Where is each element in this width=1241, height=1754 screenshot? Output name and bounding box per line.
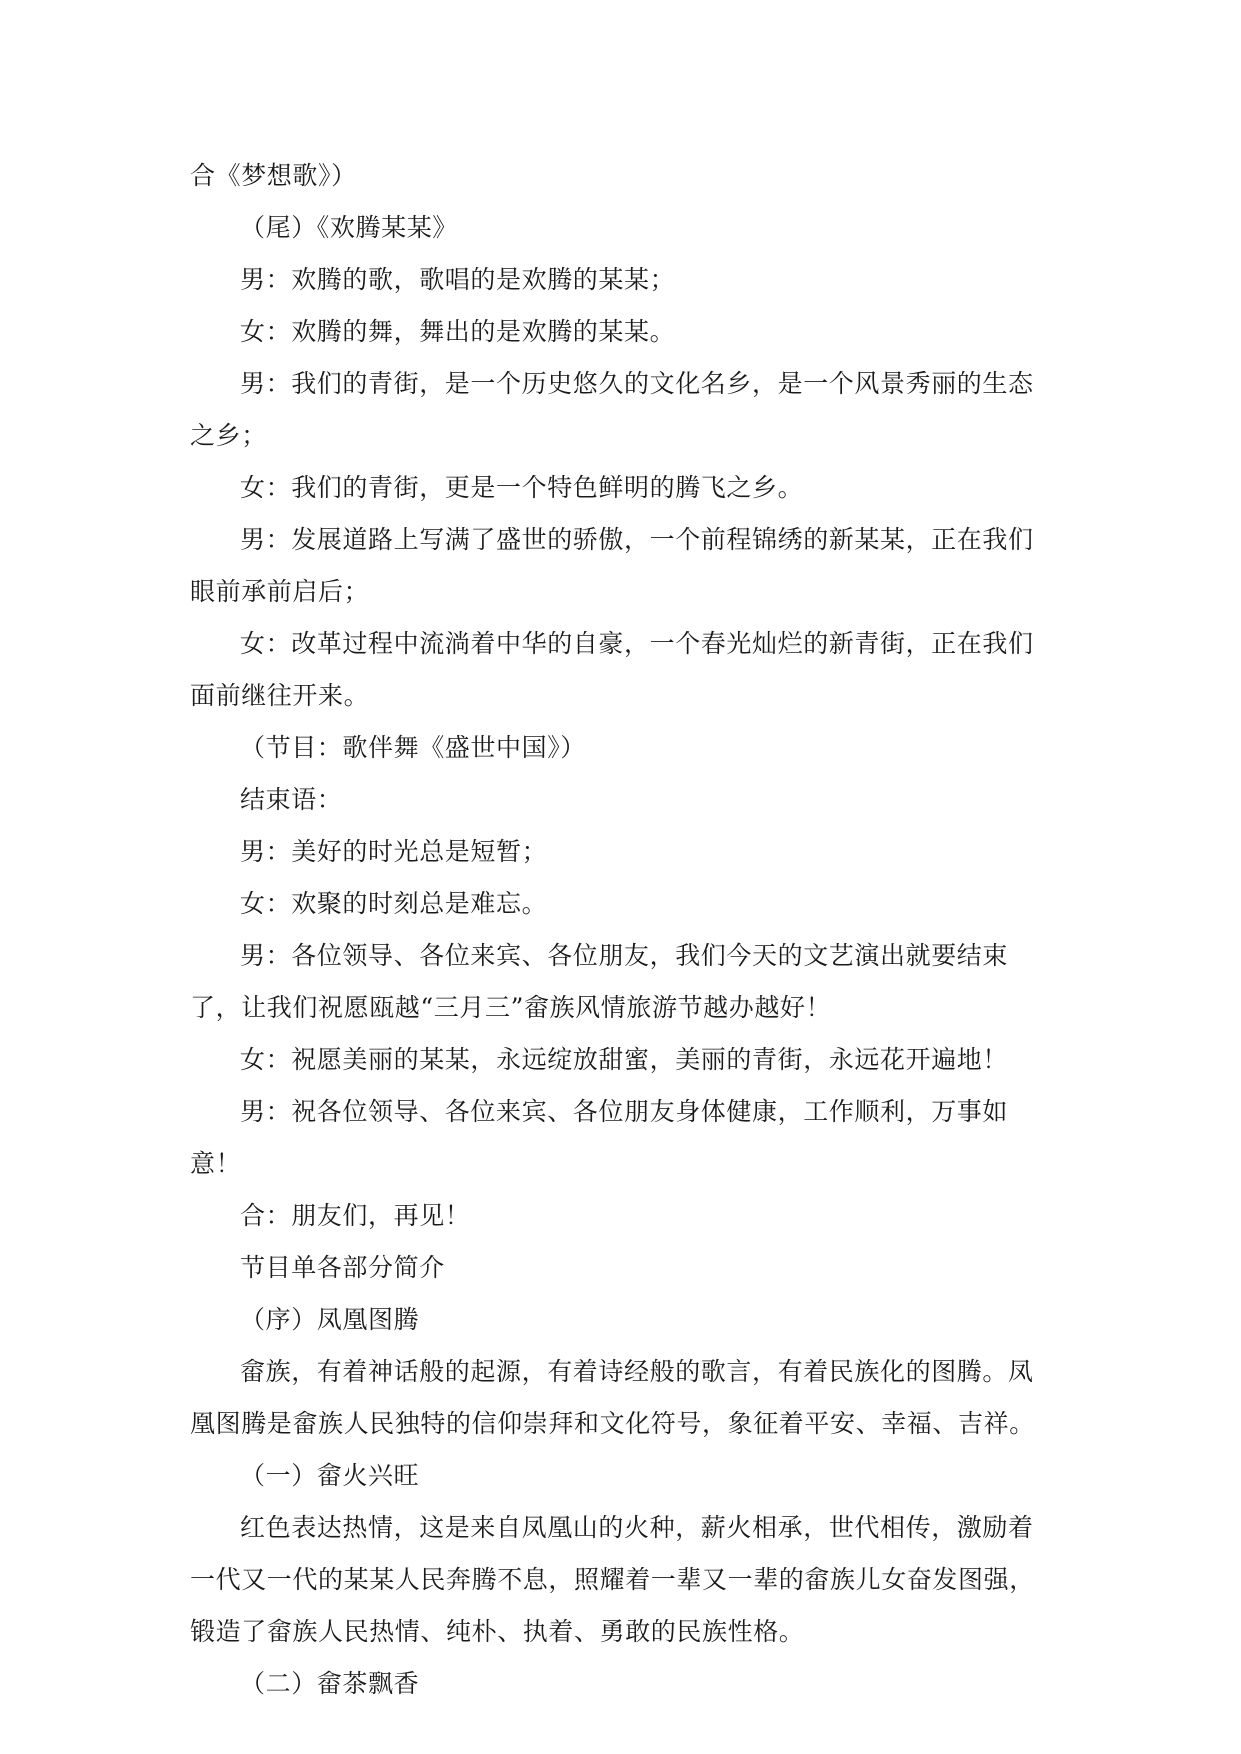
paragraph: 畲族，有着神话般的起源，有着诗经般的歌言，有着民族化的图腾。凤凰图腾是畲族人民独特的信仰崇拜和文化符号，象征着平安、幸福、吉祥。 — [190, 1357, 1035, 1438]
paragraph: （序）凤凰图腾 — [240, 1305, 420, 1334]
document-body — [190, 150, 1050, 1710]
paragraph: 女：欢聚的时刻总是难忘。 — [240, 889, 548, 918]
paragraph: 女：欢腾的舞，舞出的是欢腾的某某。 — [240, 317, 676, 346]
paragraph: 红色表达热情，这是来自凤凰山的火种，薪火相承，世代相传，激励着一代又一代的某某人民奔腾不息，照耀着一辈又一辈的畲族儿女奋发图强，锻造了畲族人民热情、纯朴、执着、勇敢的民族性格。 — [190, 1513, 1035, 1646]
paragraph: 合《梦想歌》） — [190, 161, 357, 190]
paragraph: 男：祝各位领导、各位来宾、各位朋友身体健康，工作顺利，万事如意！ — [190, 1097, 1009, 1178]
paragraph: 男：各位领导、各位来宾、各位朋友，我们今天的文艺演出就要结束了，让我们祝愿瓯越“三月三”畲族风情旅游节越办越好！ — [190, 941, 1009, 1022]
paragraph: 男：美好的时光总是短暂； — [240, 837, 548, 866]
paragraph: 女：我们的青街，更是一个特色鲜明的腾飞之乡。 — [240, 473, 804, 502]
paragraph: 结束语： — [240, 785, 343, 814]
paragraph: 节目单各部分简介 — [240, 1253, 445, 1282]
paragraph: 女：祝愿美丽的某某，永远绽放甜蜜，美丽的青街，永远花开遍地！ — [240, 1045, 1009, 1074]
paragraph: （二）畲茶飘香 — [240, 1669, 420, 1698]
paragraph: 女：改革过程中流淌着中华的自豪，一个春光灿烂的新青街，正在我们面前继往开来。 — [190, 629, 1034, 710]
paragraph: 男：我们的青街，是一个历史悠久的文化名乡，是一个风景秀丽的生态之乡； — [190, 369, 1034, 450]
paragraph: （尾）《欢腾某某》 — [240, 213, 458, 242]
paragraph: （一）畲火兴旺 — [240, 1461, 420, 1490]
paragraph: 合：朋友们，再见！ — [240, 1201, 471, 1230]
paragraph: 男：欢腾的歌，歌唱的是欢腾的某某； — [240, 265, 676, 294]
paragraph: 男：发展道路上写满了盛世的骄傲，一个前程锦绣的新某某，正在我们眼前承前启后； — [190, 525, 1034, 606]
paragraph: （节目：歌伴舞《盛世中国》） — [240, 733, 586, 762]
